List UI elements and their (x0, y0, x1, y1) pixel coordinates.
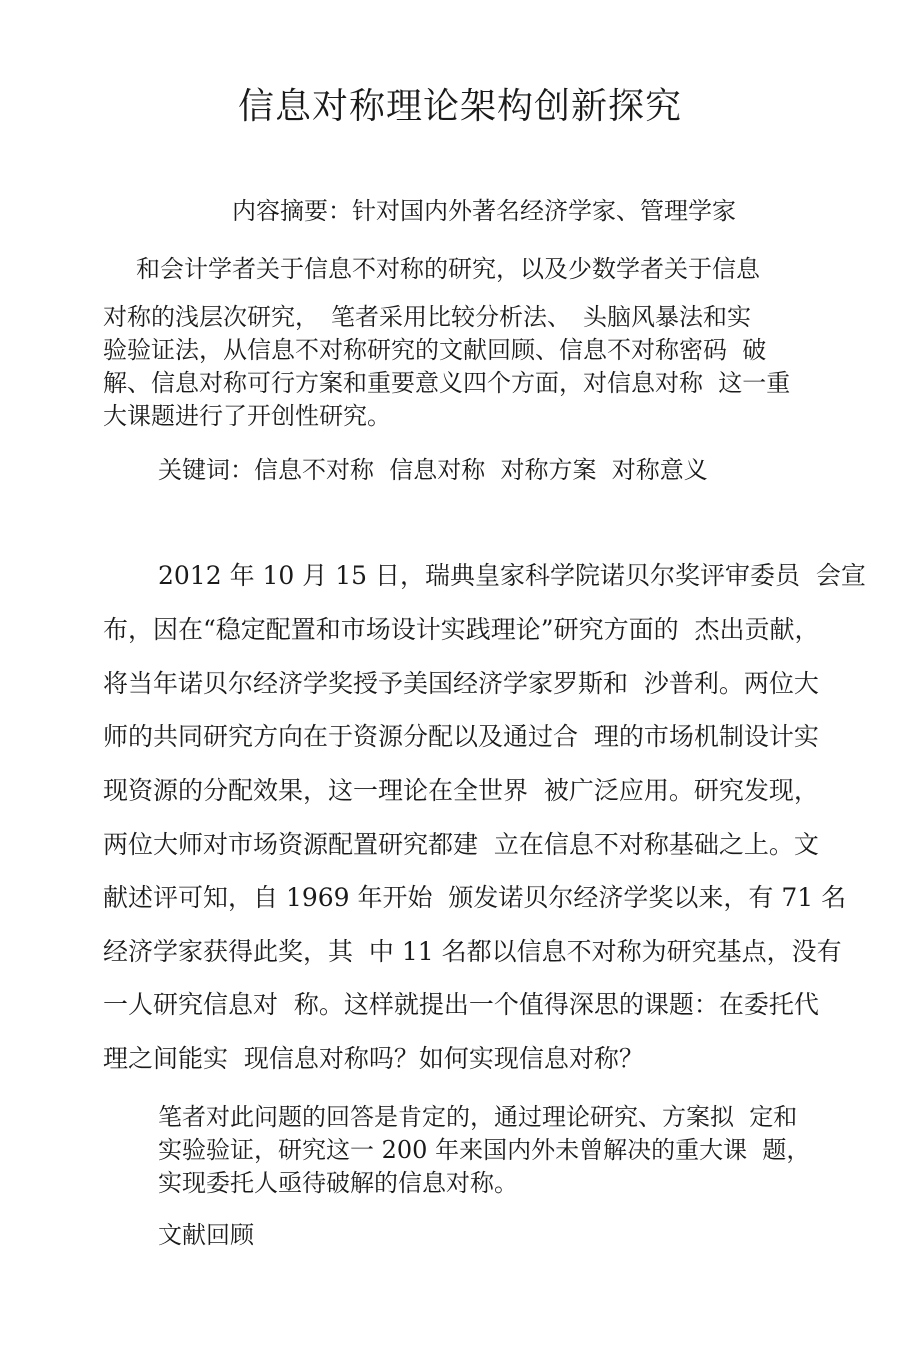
abstract-line: 解、信息对称可行方案和重要意义四个方面，对信息对称 这一重 (103, 369, 791, 397)
body-line: 2012 年 10 月 15 日，瑞典皇家科学院诺贝尔奖评审委员 会宣 (158, 561, 866, 590)
abstract-line: 验验证法，从信息不对称研究的文献回顾、信息不对称密码 破 (103, 336, 767, 364)
keywords-line: 关键词：信息不对称 信息对称 对称方案 对称意义 (158, 456, 708, 484)
abstract-line: 和会计学者关于信息不对称的研究，以及少数学者关于信息 (136, 255, 760, 283)
body-line: 经济学家获得此奖，其 中 11 名都以信息不对称为研究基点，没有 (103, 937, 842, 966)
answer-line: 笔者对此问题的回答是肯定的，通过理论研究、方案拟 定和 (158, 1103, 798, 1131)
section-heading: 文献回顾 (158, 1221, 254, 1249)
abstract-line: 内容摘要：针对国内外著名经济学家、管理学家 (232, 197, 736, 225)
document-title: 信息对称理论架构创新探究 (237, 86, 682, 127)
body-line: 两位大师对市场资源配置研究都建 立在信息不对称基础之上。文 (103, 830, 819, 859)
abstract-line: 大课题进行了开创性研究。 (103, 402, 391, 430)
body-line: 布，因在“稳定配置和市场设计实践理论”研究方面的 杰出贡献， (103, 615, 820, 644)
body-line: 师的共同研究方向在于资源分配以及通过合 理的市场机制设计实 (103, 722, 819, 751)
answer-line: 实现委托人亟待破解的信息对称。 (158, 1169, 518, 1197)
body-line: 理之间能实 现信息对称吗？如何实现信息对称？ (103, 1044, 644, 1073)
abstract-line: 对称的浅层次研究， 笔者采用比较分析法、 头脑风暴法和实 (103, 303, 751, 331)
body-line: 将当年诺贝尔经济学奖授予美国经济学家罗斯和 沙普利。两位大 (103, 669, 819, 698)
body-line: 现资源的分配效果，这一理论在全世界 被广泛应用。研究发现， (103, 776, 819, 805)
body-line: 一人研究信息对 称。这样就提出一个值得深思的课题：在委托代 (103, 990, 819, 1019)
answer-line: 实验验证，研究这一 200 年来国内外未曾解决的重大课 题， (158, 1136, 811, 1164)
body-line: 献述评可知，自 1969 年开始 颁发诺贝尔经济学奖以来，有 71 名 (103, 883, 847, 912)
